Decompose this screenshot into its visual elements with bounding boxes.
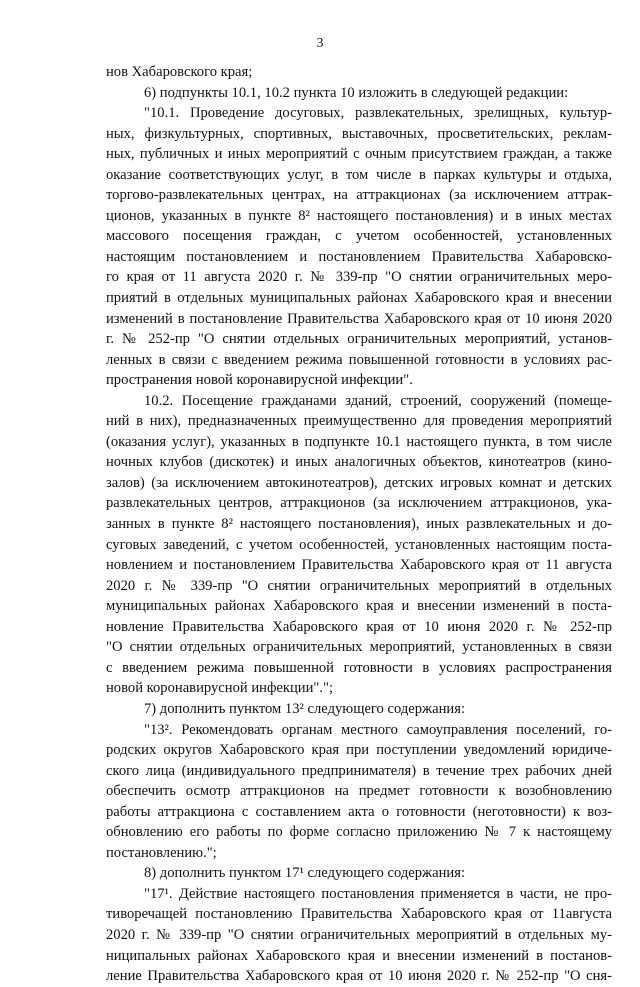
page-number: 3 — [316, 36, 324, 51]
text-line: ционов, указанных в пункте 8² настоящего постановления) и в иных местах — [106, 207, 612, 224]
text-line: суговых заведений, с учетом особенностей, установленных настоящим поста- — [106, 536, 612, 553]
text-line: 2020 г. № 339-пр "О снятии ограничительных мероприятий в отдельных — [106, 577, 612, 594]
text-line: обновлению его работы по форме согласно приложению № 7 к настоящему — [106, 824, 612, 841]
text-line: новление Правительства Хабаровского края от 10 июня 2020 г. № 252-пр — [106, 618, 612, 635]
text-line: ных, публичных и иных мероприятий с очным присутствием граждан, а также — [106, 146, 612, 163]
text-line: "13². Рекомендовать органам местного самоуправления поселений, го- — [144, 721, 612, 738]
text-line: тиворечащей постановлению Правительства Хабаровского края от 11августа — [106, 906, 612, 923]
text-line: муниципальных районах Хабаровского края и внесении изменений в поста- — [106, 598, 612, 615]
text-line: нов Хабаровского края; — [106, 64, 253, 80]
text-line: занных в пункте 8² настоящего постановления), иных развлекательных и до- — [106, 516, 612, 533]
text-line: "17¹. Действие настоящего постановления применяется в части, не про- — [144, 885, 612, 902]
text-line: 10.2. Посещение гражданами зданий, строений, сооружений (помеще- — [144, 392, 612, 409]
text-line: приятий в отдельных муниципальных районах Хабаровского края и внесении — [106, 290, 612, 307]
text-line: постановлению."; — [106, 844, 217, 861]
text-line: пространения новой коронавирусной инфекции". — [106, 372, 413, 389]
text-line: 2020 г. № 339-пр "О снятии ограничительных мероприятий в отдельных му- — [106, 926, 612, 943]
text-line: (оказания услуг), указанных в подпункте 10.1 настоящего пункта, в том числе — [106, 433, 612, 450]
text-line: работы аттракциона с составлением акта о готовности (неготовности) к воз- — [106, 803, 612, 820]
text-line: го края от 11 августа 2020 г. № 339-пр "О снятии ограничительных меро- — [106, 269, 612, 286]
text-line: с введением режима повышенной готовности в условиях распространения — [106, 659, 612, 676]
text-line: торгово-развлекательных центрах, на аттракционах (за исключением аттрак- — [106, 187, 612, 204]
text-line: 6) подпункты 10.1, 10.2 пункта 10 изложить в следующей редакции: — [144, 84, 569, 101]
text-line: оказание соответствующих услуг, в том числе в парках культуры и отдыха, — [106, 166, 612, 183]
text-line: ление Правительства Хабаровского края от 10 июня 2020 г. № 252-пр "О сня- — [106, 968, 612, 985]
text-line: ночных клубов (дискотек) и иных аналогичных объектов, кинотеатров (кино- — [106, 454, 612, 471]
text-line: ниципальных районах Хабаровского края и внесении изменений в постанов- — [106, 947, 612, 964]
text-line: новлением и постановлением Правительства Хабаровского края от 11 августа — [106, 557, 612, 574]
document-body — [106, 62, 612, 987]
text-line: залов) (за исключением автокинотеатров), детских игровых комнат и детских — [106, 474, 612, 491]
text-line: массового посещения граждан, с учетом особенностей, установленных — [106, 228, 612, 245]
text-line: родских округов Хабаровского края при поступлении уведомлений юридиче- — [106, 742, 612, 759]
text-line: ленных в связи с введением режима повышенной готовности в условиях рас- — [106, 351, 612, 368]
text-line: 8) дополнить пунктом 17¹ следующего содержания: — [144, 865, 465, 882]
text-line: новой коронавирусной инфекции"."; — [106, 680, 334, 697]
text-line: изменений в постановление Правительства Хабаровского края от 10 июня 2020 — [106, 310, 612, 327]
text-line: развлекательных центров, аттракционов (за исключением аттракционов, ука- — [106, 495, 612, 512]
text-line: ных, физкультурных, спортивных, выставочных, просветительских, реклам- — [106, 125, 612, 142]
text-line: 7) дополнить пунктом 13² следующего содержания: — [144, 700, 465, 717]
text-line: г. № 252-пр "О снятии отдельных ограничительных мероприятий, установ- — [106, 331, 612, 348]
text-line: ний в них), предназначенных преимущественно для проведения мероприятий — [106, 413, 612, 430]
text-line: обеспечить осмотр аттракционов на предмет готовности к возобновлению — [106, 783, 612, 800]
text-line: настоящим постановлением и постановлением Правительства Хабаровско- — [106, 248, 612, 265]
text-line: "10.1. Проведение досуговых, развлекательных, зрелищных, культур- — [144, 105, 612, 122]
text-line: ского лица (индивидуального предпринимателя) в течение трех рабочих дней — [106, 762, 612, 779]
text-line: "О снятии отдельных ограничительных мероприятий, установленных в связи — [106, 639, 612, 656]
